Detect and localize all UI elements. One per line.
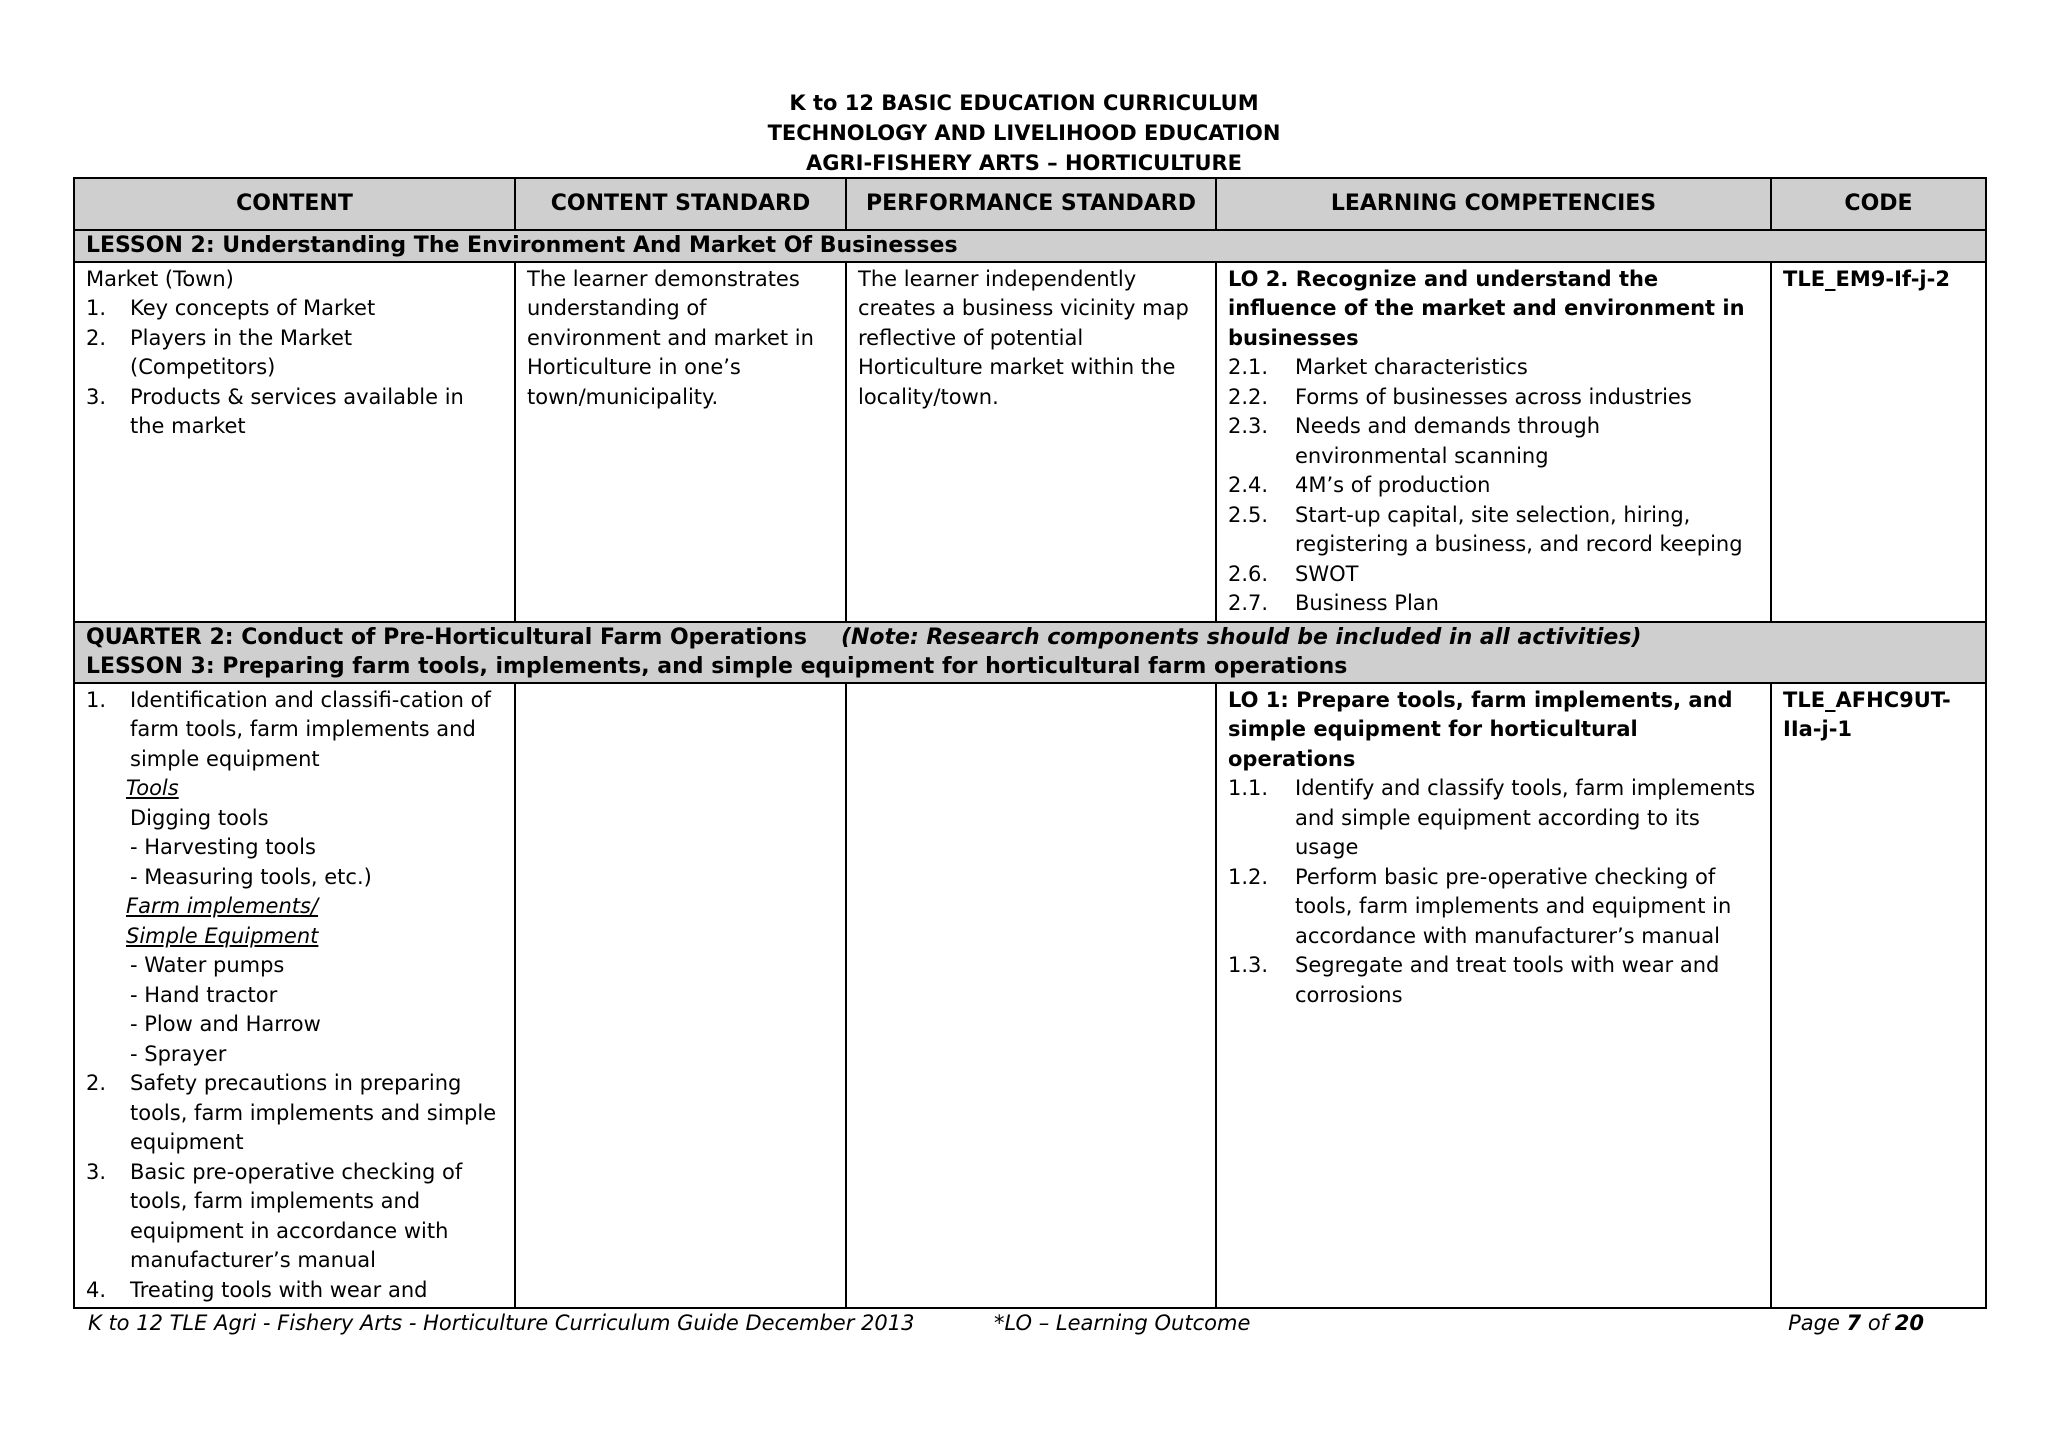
- lesson-3-learning-competencies: [1216, 683, 1771, 1309]
- lesson-3-row: [74, 683, 1986, 1309]
- lesson-2-learning-competencies: [1216, 262, 1771, 622]
- lesson-3-code: TLE_AFHC9UT-IIa-j-1: [1771, 683, 1986, 1309]
- lesson-3-content-cell: [74, 683, 515, 1309]
- quarter-2-cell: [74, 622, 1986, 683]
- lesson-2-performance-standard: The learner independently creates a business vicinity map reflective of potential Horticulture market within the locality/town.: [846, 262, 1216, 622]
- list-item: 2.2. Forms of businesses across industries: [1228, 384, 1692, 409]
- competency-list: [1228, 353, 1759, 619]
- lesson-2-title: LESSON 2: Understanding The Environment And Market Of Businesses: [74, 230, 1986, 262]
- list-item: 3. Basic pre-operative checking of tools, farm implements and equipment in accordance with manufacturer’s manual: [86, 1159, 463, 1272]
- list-item: 2.1. Market characteristics: [1228, 355, 1528, 379]
- learning-outcome-title: LO 2. Recognize and understand the influence of the market and environment in businesses: [1228, 266, 1745, 350]
- lesson-2-content-standard: The learner demonstrates understanding of environment and market in Horticulture in one’s town/municipality.: [515, 262, 846, 622]
- tool-item: - Measuring tools, etc.): [130, 864, 372, 889]
- col-header-performance-standard: PERFORMANCE STANDARD: [846, 178, 1216, 230]
- equipment-heading: Simple Equipment: [126, 923, 319, 948]
- lesson-2-row: [74, 262, 1986, 622]
- col-header-content-standard: CONTENT STANDARD: [515, 178, 846, 230]
- list-item: 1.2. Perform basic pre-operative checking of tools, farm implements and equipment in accordance with manufacturer’s manual: [1228, 864, 1732, 948]
- list-item: 1. Identification and classifi-cation of farm tools, farm implements and simple equipment: [86, 687, 491, 771]
- content-list: [86, 686, 503, 775]
- header-line-2: TECHNOLOGY AND LIVELIHOOD EDUCATION: [767, 121, 1281, 145]
- list-item: 4. Treating tools with wear and: [86, 1277, 428, 1302]
- list-item: 2.7. Business Plan: [1228, 591, 1439, 615]
- content-title: Market (Town): [86, 266, 234, 291]
- lesson-3-performance-standard: [846, 683, 1216, 1309]
- column-header-row: [74, 178, 1986, 230]
- lesson-2-band: [74, 230, 1986, 262]
- col-header-code: CODE: [1771, 178, 1986, 230]
- lesson-3-content-standard: [515, 683, 846, 1309]
- lesson-2-content-cell: [74, 262, 515, 622]
- quarter-2-band: [74, 622, 1986, 683]
- list-item: 2.4. 4M’s of production: [1228, 473, 1491, 497]
- content-list: [86, 1069, 503, 1305]
- tool-item: - Harvesting tools: [130, 835, 316, 859]
- implement-item: - Hand tractor: [130, 982, 278, 1007]
- lesson-2-code: TLE_EM9-If-j-2: [1771, 262, 1986, 622]
- competency-list: [1228, 774, 1759, 1010]
- footer-legend: *LO – Learning Outcome: [994, 1311, 1251, 1335]
- list-item: 2.3. Needs and demands through environmental scanning: [1228, 414, 1601, 468]
- implements-heading: Farm implements/: [126, 894, 319, 918]
- quarter-2-title: QUARTER 2: Conduct of Pre-Horticultural Farm Operations: [86, 624, 807, 650]
- list-item: 2. Safety precautions in preparing tools, farm implements and simple equipment: [86, 1071, 497, 1154]
- implement-item: - Plow and Harrow: [130, 1012, 321, 1036]
- learning-outcome-title: LO 1: Prepare tools, farm implements, and simple equipment for horticultural operations: [1228, 687, 1733, 771]
- col-header-learning-competencies: LEARNING COMPETENCIES: [1216, 178, 1771, 230]
- col-header-content: CONTENT: [74, 178, 515, 230]
- footer-document-title: K to 12 TLE Agri - Fishery Arts - Horticulture Curriculum Guide December 2013: [88, 1311, 915, 1335]
- implement-item: - Sprayer: [130, 1041, 227, 1066]
- implement-item: - Water pumps: [130, 953, 285, 977]
- list-item: 2.6. SWOT: [1228, 561, 1359, 586]
- footer-page-number: Page 7 of 20: [1788, 1311, 1924, 1335]
- list-item: 1.1. Identify and classify tools, farm implements and simple equipment according to its usage: [1228, 776, 1756, 859]
- document-header: [0, 88, 2048, 178]
- tool-item: Digging tools: [130, 805, 269, 830]
- curriculum-table: [73, 177, 1987, 1309]
- header-line-1: K to 12 BASIC EDUCATION CURRICULUM: [789, 91, 1259, 115]
- list-item: 1.3. Segregate and treat tools with wear and corrosions: [1228, 953, 1720, 1007]
- list-item: 1. Key concepts of Market: [86, 296, 376, 320]
- content-list: [86, 294, 503, 442]
- quarter-2-note: (Note: Research components should be included in all activities): [840, 624, 1642, 650]
- list-item: 2.5. Start-up capital, site selection, hiring, registering a business, and record keeping: [1228, 502, 1743, 556]
- list-item: 2. Players in the Market (Competitors): [86, 325, 353, 379]
- header-line-3: AGRI-FISHERY ARTS – HORTICULTURE: [805, 151, 1243, 175]
- lesson-3-title: LESSON 3: Preparing farm tools, implements, and simple equipment for horticultural farm operations: [86, 654, 1348, 679]
- list-item: 3. Products & services available in the market: [86, 384, 464, 438]
- tools-heading: Tools: [126, 776, 179, 800]
